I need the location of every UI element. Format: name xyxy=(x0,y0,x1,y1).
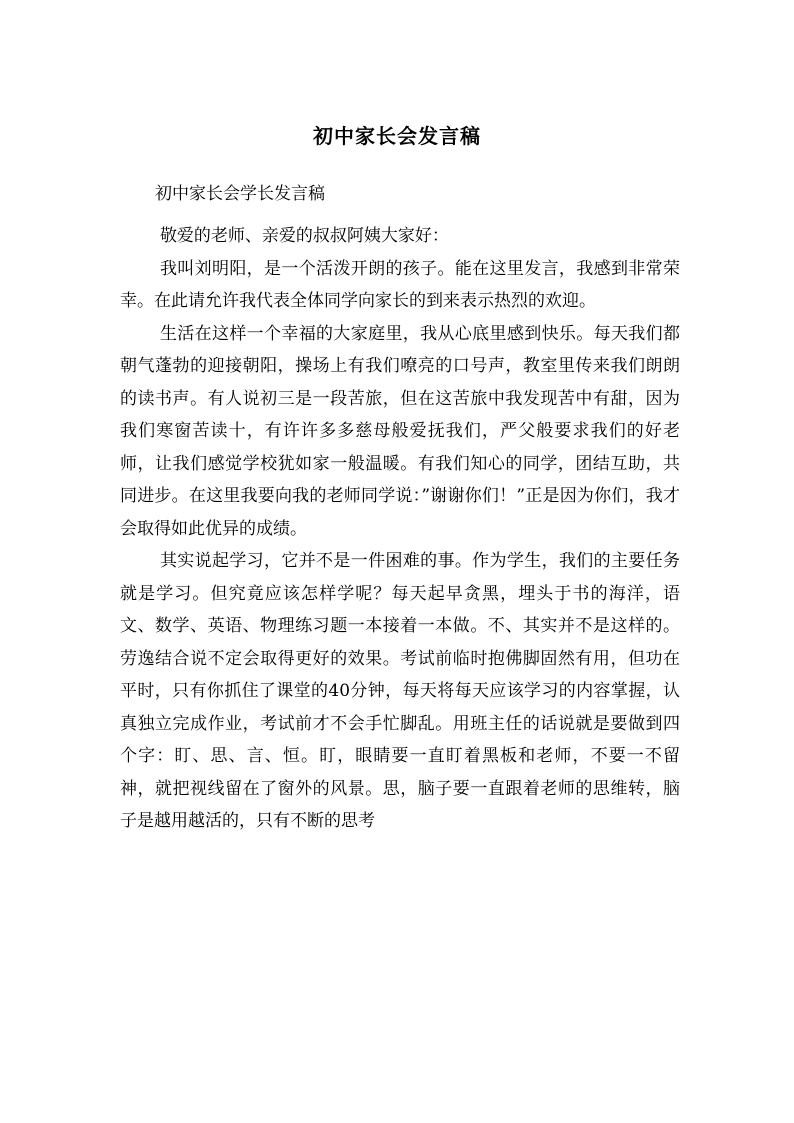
document-subtitle: 初中家长会学长发言稿 xyxy=(155,184,325,204)
paragraph-school-life: 生活在这样一个幸福的大家庭里，我从心底里感到快乐。每天我们都朝气蓬勃的迎接朝阳，操场上有我们嘹亮的口号声，教室里传来我们朗朗的读书声。有人说初三是一段苦旅，但在这苦旅中我发现苦中有甜，因为我们寒窗苦读十，有许许多多慈母般爱抚我们，严父般要求我们的好老师，让我们感觉学校犹如家一般温暖。有我们知心的同学，团结互助，共同进步。在这里我要向我的老师同学说：”谢谢你们！”正是因为你们，我才会取得如此优异的成绩。 xyxy=(120,323,680,539)
document-body xyxy=(120,220,680,838)
paragraph-study: 其实说起学习，它并不是一件困难的事。作为学生，我们的主要任务就是学习。但究竟应该怎样学呢？每天起早贪黑，埋头于书的海洋，语文、数学、英语、物理练习题一本接着一本做。不、其实并不是这样的。劳逸结合说不定会取得更好的效果。考试前临时抱佛脚固然有用，但功在平时，只有你抓住了课堂的40分钟，每天将每天应该学习的内容掌握，认真独立完成作业，考试前才不会手忙脚乱。用班主任的话说就是要做到四个字：盯、思、言、恒。盯，眼睛要一直盯着黑板和老师，不要一不留神，就把视线留在了窗外的风景。思，脑子要一直跟着老师的思维转，脑子是越用越活的，只有不断的思考 xyxy=(120,551,680,831)
paragraph-greeting: 敬爱的老师、亲爱的叔叔阿姨大家好： xyxy=(159,226,449,246)
document-title: 初中家长会发言稿 xyxy=(313,124,481,148)
paragraph-introduction: 我叫刘明阳，是一个活泼开朗的孩子。能在这里发言，我感到非常荣幸。在此请允许我代表全体同学向家长的到来表示热烈的欢迎。 xyxy=(120,258,680,311)
